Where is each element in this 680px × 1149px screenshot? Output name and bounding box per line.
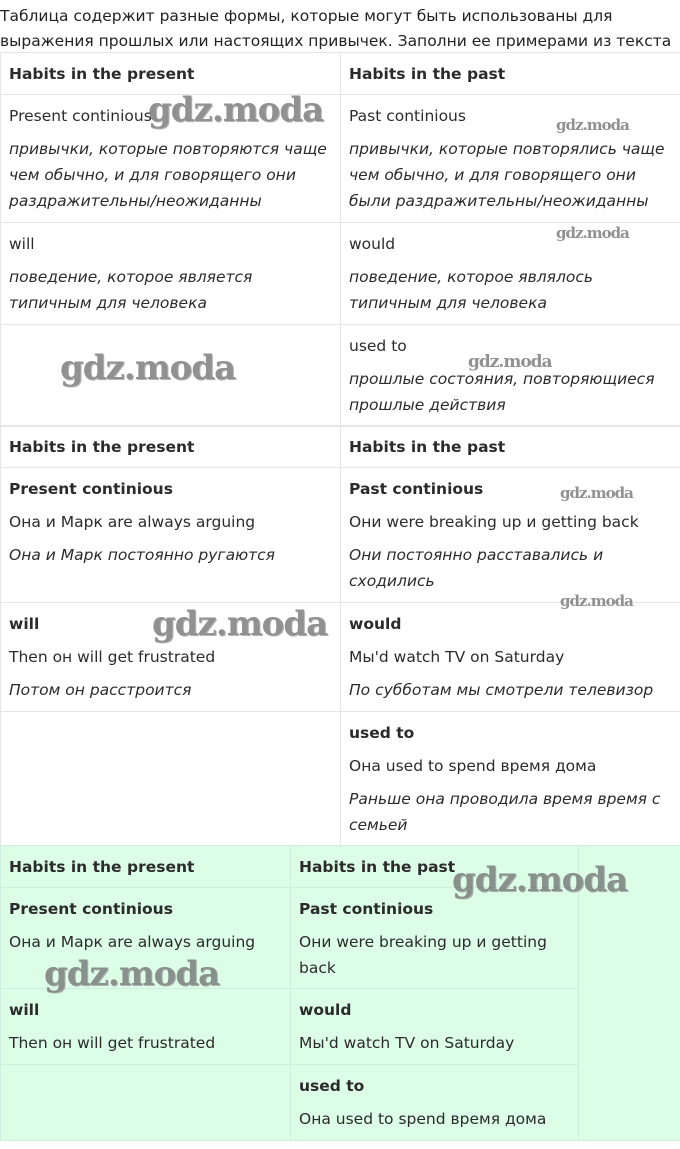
cell [341,223,680,325]
example-text: Она и Марк are always arguing [9,513,256,531]
header-present: Habits in the present [1,846,291,888]
form-description: поведение, которое является типичным для человека [9,268,253,312]
form-label: Present continious [9,480,173,498]
form-description: прошлые состояния, повторяющиеся прошлые действия [349,370,655,414]
header-present: Habits in the present [1,426,341,468]
form-label: would [349,235,396,253]
header-present: Habits in the present [1,53,341,95]
form-description: поведение, которое являлось типичным для человека [349,268,594,312]
watermark: gdz.moda [44,954,220,994]
cell [1,223,341,325]
form-description: привычки, которые повторялись чаще чем обычно, и для говорящего они были раздражительны/неожиданны [349,140,665,210]
watermark: gdz.moda [556,116,629,134]
header-past: Habits in the past [291,846,579,888]
watermark: gdz.moda [152,604,328,644]
watermark: gdz.moda [148,90,324,130]
empty-cell [1,712,341,847]
watermark: gdz.moda [560,592,633,610]
empty-cell [1,1065,291,1141]
example-text: Они were breaking up и getting back [299,933,547,977]
example-text: Мы'd watch TV on Saturday [299,1034,515,1052]
cell [291,1065,579,1141]
header-past: Habits in the past [341,426,680,468]
translation-text: Раньше она проводила время время с семьей [349,790,661,834]
form-label: Present continious [9,900,173,918]
form-label: Past continious [349,480,484,498]
example-text: Then он will get frustrated [9,1034,216,1052]
cell [291,888,579,989]
form-label: will [9,1001,40,1019]
header-past: Habits in the past [341,53,680,95]
form-label: Past continious [299,900,434,918]
example-text: Then он will get frustrated [9,648,216,666]
translation-text: По субботам мы смотрели телевизор [349,681,654,699]
cell [1,989,291,1065]
form-label: will [9,235,35,253]
form-label: would [299,1001,352,1019]
example-text: Она used to spend время дома [349,757,597,775]
translation-text: Они постоянно расставались и сходились [349,546,604,590]
form-label: Past continious [349,107,466,125]
cell [1,468,341,603]
intro-text: Таблица содержит разные формы, которые могут быть использованы для выражения прошлых или настоящих привычек. Заполни ее примерами из текста [0,7,672,50]
form-label: used to [349,724,415,742]
form-label: Present continious [9,107,152,125]
cell [341,325,680,427]
translation-text: Потом он расстроится [9,681,192,699]
watermark: gdz.moda [60,348,236,388]
translation-text: Она и Марк постоянно ругаются [9,546,275,564]
form-label: will [9,615,40,633]
form-description: привычки, которые повторяются чаще чем обычно, и для говорящего они раздражительны/неожиданны [9,140,327,210]
form-label: used to [349,337,407,355]
form-label: used to [299,1077,365,1095]
watermark: gdz.moda [560,484,633,502]
example-text: Она и Марк are always arguing [9,933,256,951]
watermark: gdz.moda [468,352,552,372]
cell [341,603,680,712]
watermark: gdz.moda [452,860,628,900]
form-label: would [349,615,402,633]
example-text: Они were breaking up и getting back [349,513,639,531]
example-text: Мы'd watch TV on Saturday [349,648,565,666]
example-text: Она used to spend время дома [299,1110,547,1128]
watermark: gdz.moda [556,224,629,242]
cell [341,712,680,847]
cell [341,95,680,223]
cell [291,989,579,1065]
